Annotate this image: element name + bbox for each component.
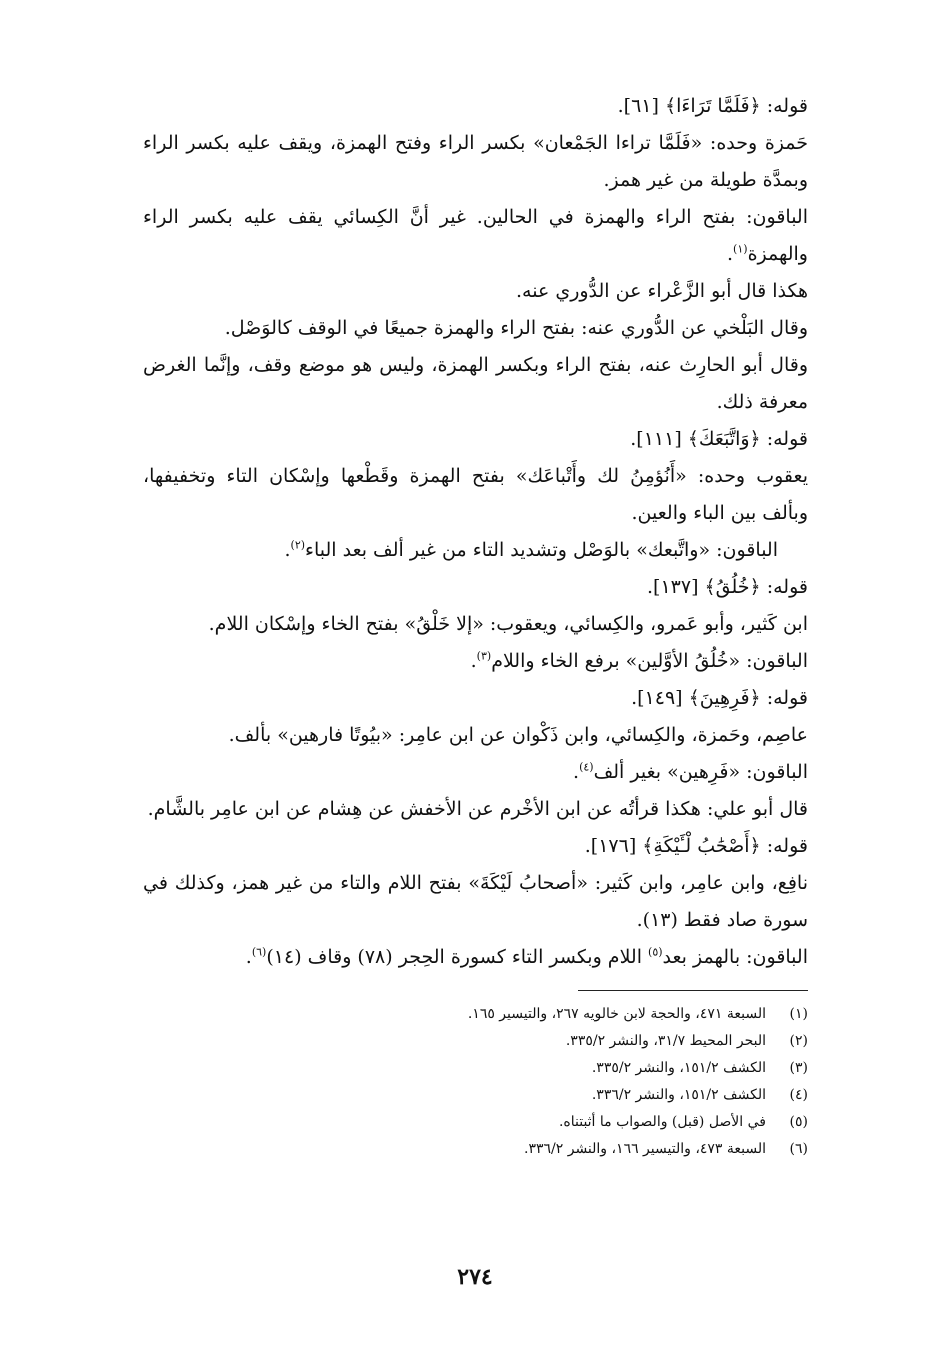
footnote-separator <box>578 990 808 991</box>
text-line-4: هكذا قال أبو الزَّعْراء عن الدُّوري عنه. <box>515 280 808 302</box>
footnote-number: (٢) <box>789 1033 808 1049</box>
footnote-ref-5[interactable]: (٥) <box>648 945 663 959</box>
text-line-14: عاصِم، وحَمزة، والكِسائي، وابن ذَكْوان عن ابن عامِر: «بيُوتًا فارهين» بألف. <box>228 724 808 746</box>
footnote-5 <box>143 1109 808 1136</box>
page-number: ٢٧٤ <box>457 1264 493 1290</box>
text-line-3-body: الباقون: بفتح الراء والهمزة في الحالين. غير أنَّ الكِسائي يقف عليه بكسر الراء والهمزة <box>143 206 808 265</box>
text-line-2: حَمزة وحده: «فَلَمَّا تراءا الجَمْعان» بكسر الراء وفتح الهمزة، ويقف عليه بكسر الراء وبمدَّة طويلة من غير همز. <box>143 132 808 191</box>
text-line-18: نافِع، وابن عامِر، وابن كَثير: «أصحابُ لَيْكَةَ» بفتح اللام والتاء من غير همز، وكذلك في سورة صاد فقط (١٣). <box>143 872 808 931</box>
footnote-text: البحر المحيط ٣١/٧، والنشر ٣٣٥/٢. <box>565 1033 766 1049</box>
text-line-17: قوله: ﴿أَصْحَٰبُ لْـَٔيْكَةِ﴾ [١٧٦]. <box>584 835 808 857</box>
footnote-number: (٦) <box>789 1141 808 1157</box>
footnote-text: السبعة ٤٧٣، والتيسير ١٦٦، والنشر ٣٣٦/٢. <box>524 1141 766 1157</box>
text-line-3 <box>143 199 808 273</box>
text-line-15-end: . <box>573 761 580 783</box>
footnote-ref-3[interactable]: (٣) <box>476 649 492 663</box>
footnote-text: الكشف ١٥١/٢، والنشر ٣٣٦/٢. <box>591 1087 766 1103</box>
text-line-11: ابن كَثير، وأبو عَمرو، والكِسائي، ويعقوب: «إلا خَلْقُ» بفتح الخاء وإسْكان اللام. <box>208 613 808 635</box>
text-line-9-body: الباقون: «واتَّبعك» بالوَصْل وتشديد التاء من غير ألف بعد الباء <box>305 539 778 561</box>
footnote-text: السبعة ٤٧١، والحجة لابن خالويه ٢٦٧، والتيسير ١٦٥. <box>467 1006 766 1022</box>
text-line-6: وقال أبو الحارِث عنه، بفتح الراء وبكسر الهمزة، وليس هو موضع وقف، وإنَّما الغرض معرفة ذلك. <box>143 354 808 413</box>
footnotes <box>143 1001 808 1163</box>
text-line-19-body: اللام وبكسر التاء كسورة الحِجر (٧٨) وقاف (١٤) <box>266 946 649 968</box>
footnote-number: (٣) <box>789 1060 808 1076</box>
footnote-number: (١) <box>789 1006 808 1022</box>
text-line-3-end: . <box>727 243 734 265</box>
footnote-ref-2[interactable]: (٢) <box>290 538 306 552</box>
footnote-1 <box>143 1001 808 1028</box>
text-line-16: قال أبو علي: هكذا قرأتُه عن ابن الأخْرم عن الأخفش عن هِشام عن ابن عامِر بالشَّام. <box>147 798 808 820</box>
text-line-5: وقال البَلْخي عن الدُّوري عنه: بفتح الراء والهمزة جميعًا في الوقف كالوَصْل. <box>224 317 808 339</box>
text-line-10: قوله: ﴿خُلُقُ﴾ [١٣٧]. <box>647 576 808 598</box>
text-line-13: قوله: ﴿فَرِهِينَ﴾ [١٤٩]. <box>631 687 808 709</box>
footnote-2 <box>143 1028 808 1055</box>
text-line-8: يعقوب وحده: «أَنُؤمِنُ لك وأَتْباعَك» بفتح الهمزة وقَطْعها وإسْكان التاء وتخفيفها، وبألف بين الباء والعين. <box>143 465 808 524</box>
footnote-3 <box>143 1055 808 1082</box>
text-line-7: قوله: ﴿وَاتَّبَعَكَ﴾ [١١١]. <box>630 428 808 450</box>
text-line-19-end: . <box>245 946 252 968</box>
footnote-ref-1[interactable]: (١) <box>733 242 748 256</box>
text-line-1: قوله: ﴿فَلَمَّا تَرَاءَا﴾ [٦١]. <box>617 95 808 117</box>
footnote-number: (٤) <box>789 1087 808 1103</box>
footnote-text: الكشف ١٥١/٢، والنشر ٣٣٥/٢. <box>591 1060 766 1076</box>
text-line-19-pre: الباقون: بالهمز بعد <box>662 946 808 968</box>
footnote-text: في الأصل (قبل) والصواب ما أثبتناه. <box>558 1114 766 1130</box>
text-line-19 <box>143 939 808 976</box>
footnote-4 <box>143 1082 808 1109</box>
page-body <box>143 88 808 1163</box>
text-line-15-body: الباقون: «فَرِهين» بغير ألف <box>593 761 808 783</box>
footnote-ref-6[interactable]: (٦) <box>251 945 267 959</box>
text-line-15 <box>143 754 808 791</box>
text-line-12-body: الباقون: «خُلُقُ الأوَّلين» برفع الخاء واللام <box>491 650 808 672</box>
text-line-12 <box>143 643 808 680</box>
text-line-9 <box>143 532 808 569</box>
footnote-6 <box>143 1136 808 1163</box>
text-line-9-end: . <box>284 539 291 561</box>
text-line-12-end: . <box>470 650 477 672</box>
footnote-ref-4[interactable]: (٤) <box>579 760 594 774</box>
footnote-number: (٥) <box>789 1114 808 1130</box>
